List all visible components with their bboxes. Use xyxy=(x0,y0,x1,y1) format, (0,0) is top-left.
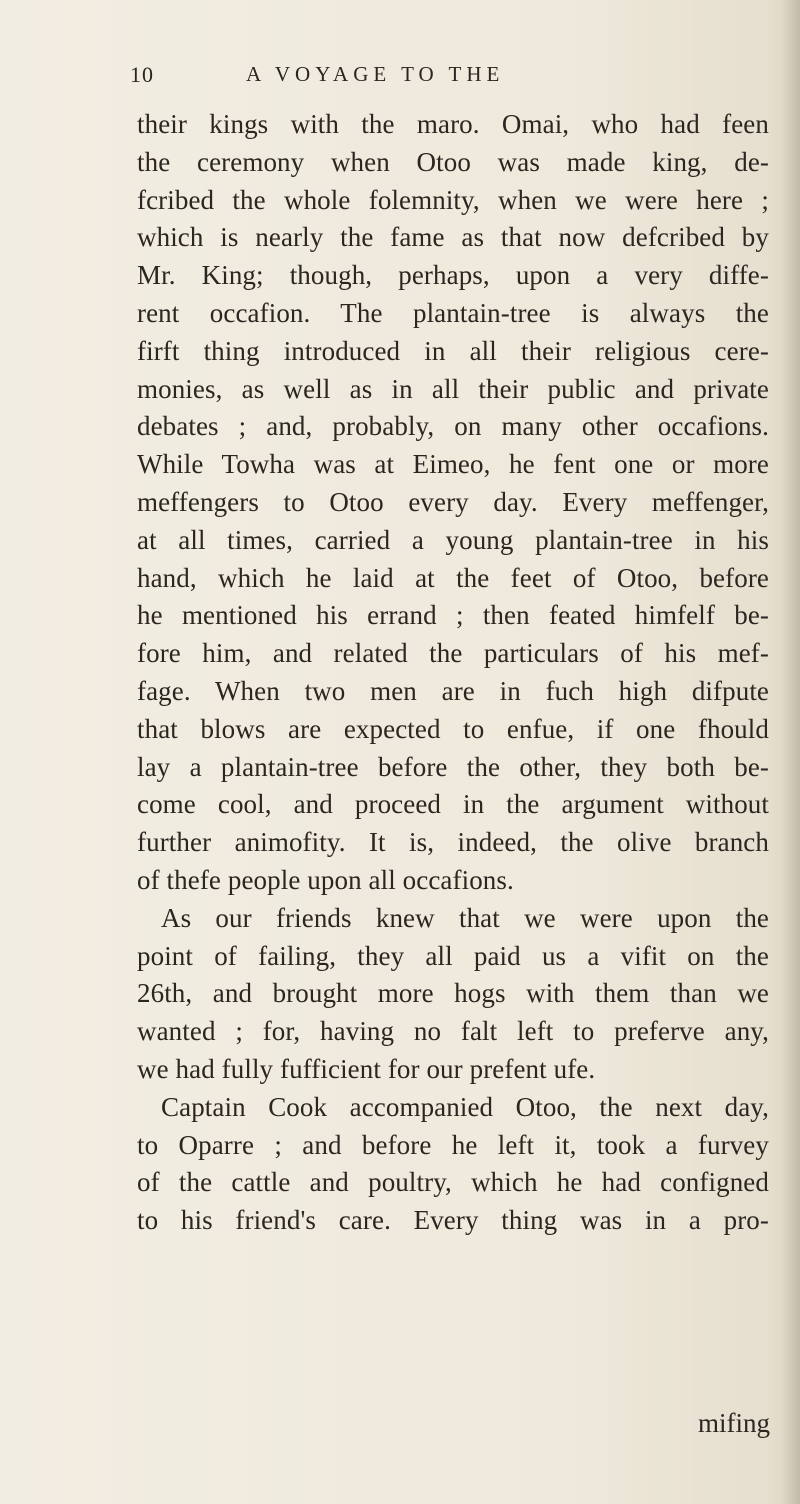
catchword: mifing xyxy=(698,1408,770,1438)
text-line: firft thing introduced in all their religious cere- xyxy=(137,335,769,366)
text-line: to Oparre ; and before he left it, took a furvey xyxy=(137,1129,769,1160)
text-line: point of failing, they all paid us a vifit on the xyxy=(137,940,769,971)
text-line: come cool, and proceed in the argument without xyxy=(137,789,769,820)
text-line: fage. When two men are in fuch high difpute xyxy=(137,675,769,706)
text-line: he mentioned his errand ; then feated himfelf be- xyxy=(137,600,769,631)
text-line: that blows are expected to enfue, if one fhould xyxy=(137,713,769,744)
text-line: fcribed the whole folemnity, when we were here ; xyxy=(137,184,769,215)
text-line: we had fully fufficient for our prefent ufe. xyxy=(137,1053,596,1084)
body-text xyxy=(137,106,769,1240)
text-line: meffengers to Otoo every day. Every meffenger, xyxy=(137,486,769,517)
text-line: of thefe people upon all occafions. xyxy=(137,864,514,895)
text-line: lay a plantain-tree before the other, they both be- xyxy=(137,751,769,782)
page-edge-shadow xyxy=(782,0,800,1504)
text-line: hand, which he laid at the feet of Otoo, before xyxy=(137,562,769,593)
page-number: 10 xyxy=(130,62,154,87)
running-head-title: A VOYAGE TO THE xyxy=(246,62,505,86)
text-line: As our friends knew that we were upon the xyxy=(161,902,769,933)
text-line: to his friend's care. Every thing was in a pro- xyxy=(137,1205,769,1236)
text-line: which is nearly the fame as that now defcribed by xyxy=(137,222,769,253)
text-line: Mr. King; though, perhaps, upon a very diffe- xyxy=(137,260,769,291)
text-line: fore him, and related the particulars of his mef- xyxy=(137,638,769,669)
text-line: further animofity. It is, indeed, the olive branch xyxy=(137,827,769,858)
text-line: of the cattle and poultry, which he had configned xyxy=(137,1167,769,1198)
text-line: their kings with the maro. Omai, who had feen xyxy=(137,109,769,139)
text-line: monies, as well as in all their public and private xyxy=(137,373,769,404)
text-line: debates ; and, probably, on many other occafions. xyxy=(137,411,769,442)
text-line: the ceremony when Otoo was made king, de- xyxy=(137,146,769,177)
running-head xyxy=(0,62,800,92)
text-line: Captain Cook accompanied Otoo, the next day, xyxy=(161,1091,769,1122)
text-line: at all times, carried a young plantain-tree in his xyxy=(137,524,769,555)
text-line: wanted ; for, having no falt left to preferve any, xyxy=(137,1016,769,1047)
text-line: While Towha was at Eimeo, he fent one or more xyxy=(137,449,769,480)
text-line: 26th, and brought more hogs with them than we xyxy=(137,978,769,1009)
text-line: rent occafion. The plantain-tree is always the xyxy=(137,297,769,328)
